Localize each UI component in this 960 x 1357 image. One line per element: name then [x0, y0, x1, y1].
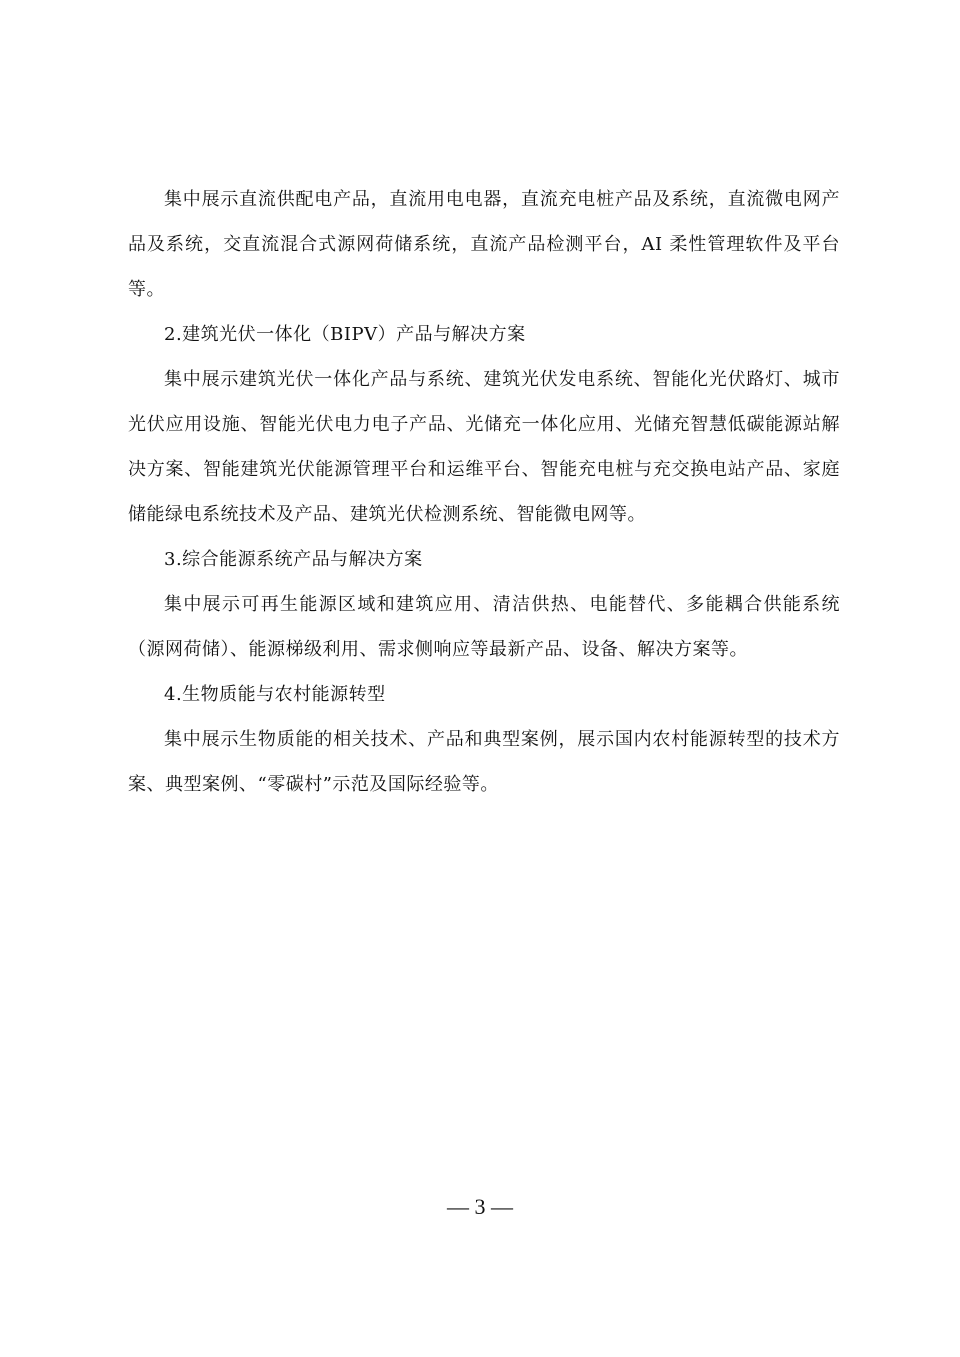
heading-integrated-energy: 3.综合能源系统产品与解决方案 — [164, 549, 423, 570]
paragraph-biomass: 集中展示生物质能的相关技术、产品和典型案例，展示国内农村能源转型的技术方案、典型案例、“零碳村”示范及国际经验等。 — [128, 729, 840, 795]
paragraph-dc-products: 集中展示直流供配电产品，直流用电电器，直流充电桩产品及系统，直流微电网产品及系统，交直流混合式源网荷储系统，直流产品检测平台，AI 柔性管理软件及平台等。 — [128, 189, 840, 300]
page-number: — 3 — — [447, 1194, 513, 1219]
paragraph-bipv: 集中展示建筑光伏一体化产品与系统、建筑光伏发电系统、智能化光伏路灯、城市光伏应用设施、智能光伏电力电子产品、光储充一体化应用、光储充智慧低碳能源站解决方案、智能建筑光伏能源管理平台和运维平台、智能充电桩与充交换电站产品、家庭储能绿电系统技术及产品、建筑光伏检测系统、智能微电网等。 — [128, 369, 840, 525]
heading-biomass: 4.生物质能与农村能源转型 — [164, 684, 386, 705]
paragraph-integrated-energy: 集中展示可再生能源区域和建筑应用、清洁供热、电能替代、多能耦合供能系统（源网荷储）、能源梯级利用、需求侧响应等最新产品、设备、解决方案等。 — [128, 594, 840, 660]
heading-bipv: 2.建筑光伏一体化（BIPV）产品与解决方案 — [164, 324, 526, 345]
document-body — [128, 177, 840, 807]
